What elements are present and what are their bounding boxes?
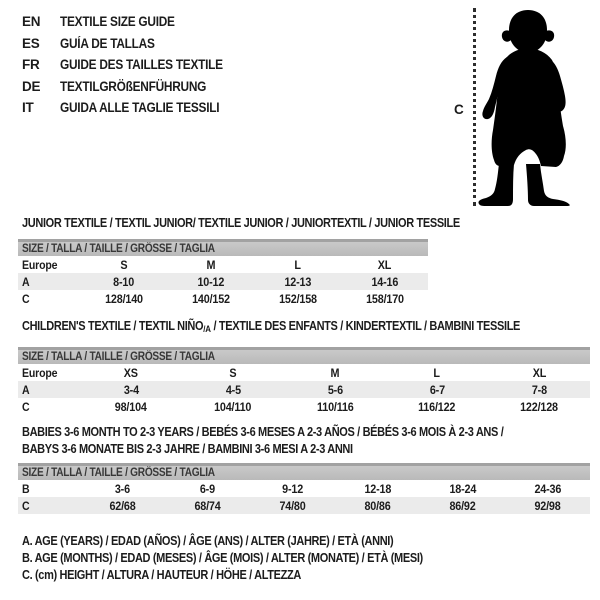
toddler-silhouette-icon [478,6,578,206]
language-label: GUIDE DES TAILLES TEXTILE [60,57,223,73]
language-row [22,76,245,98]
table-row [18,381,590,398]
language-label: TEXTILE SIZE GUIDE [60,14,175,30]
table-body [18,364,590,415]
table-body [18,480,590,514]
table-row [18,398,590,415]
language-code: IT [22,100,34,116]
table-cell: 3-6 [114,481,131,496]
row-label: C [22,399,30,414]
row-label: A [22,274,30,289]
babies-table-title [22,424,569,457]
language-row [22,11,245,33]
height-figure [450,0,600,216]
junior-size-table [18,239,428,307]
table-row [18,364,590,381]
babies-title-line2: BABYS 3-6 MONATE BIS 2-3 JAHRE / BAMBINI 3-6 MESI A 2-3 ANNI [22,441,353,456]
table-cell: 80/86 [364,498,391,513]
table-cell: 74/80 [279,498,306,513]
children-table-title [22,319,588,334]
language-code: DE [22,78,41,94]
table-cell: 116/122 [418,399,456,414]
table-cell: 104/110 [214,399,252,414]
junior-table-title-text: JUNIOR TEXTILE / TEXTIL JUNIOR/ TEXTILE JUNIOR / JUNIORTEXTIL / JUNIOR TESSILE [22,216,460,230]
legend-notes [22,534,478,584]
size-header-label: SIZE / TALLA / TAILLE / GRÖSSE / TAGLIA [22,351,215,363]
size-header-bar [18,239,428,256]
row-label: C [22,291,30,306]
table-cell: 24-36 [534,481,561,496]
table-cell: 110/116 [316,399,354,414]
table-cell: 128/140 [104,291,143,306]
table-row [18,497,590,514]
language-list [22,11,245,119]
children-table-title-text [22,319,520,334]
row-label: Europe [22,257,58,272]
size-header-label: SIZE / TALLA / TAILLE / GRÖSSE / TAGLIA [22,243,215,255]
table-cell: 6-7 [429,382,445,397]
table-body [18,256,428,307]
babies-title-line1: BABIES 3-6 MONTH TO 2-3 YEARS / BEBÉS 3-6 MESES A 2-3 AÑOS / BÉBÉS 3-6 MOIS À 2-3 ANS / [22,425,504,439]
table-cell: L [294,257,301,272]
table-row [18,273,428,290]
children-size-table [18,347,590,415]
table-cell: M [206,257,215,272]
table-cell: 9-12 [282,481,303,496]
table-cell: 152/158 [278,291,317,306]
table-cell: XL [532,365,546,380]
language-label: TEXTILGRÖßENFÜHRUNG [60,78,207,94]
language-code: ES [22,35,40,51]
table-cell: 158/170 [365,291,404,306]
row-label: B [22,481,30,496]
table-cell: S [229,365,237,380]
table-cell: 18-24 [449,481,476,496]
junior-table-title [22,216,520,230]
table-cell: M [330,365,340,380]
table-cell: XL [377,257,392,272]
language-row [22,97,245,119]
language-row [22,54,245,76]
title-subscript: /A [203,324,211,334]
language-code: EN [22,14,41,30]
table-cell: 98/104 [115,399,147,414]
table-cell: XS [123,365,139,380]
row-label: C [22,498,30,513]
table-cell: S [119,257,128,272]
height-dotted-line [473,8,476,206]
table-row [18,480,590,497]
language-label: GUÍA DE TALLAS [60,35,155,51]
table-cell: 68/74 [194,498,221,513]
height-measure-label: C [454,102,464,117]
table-row [18,290,428,307]
row-label: A [22,382,30,397]
note-age-months: B. AGE (MONTHS) / EDAD (MESES) / ÂGE (MOIS) / ALTER (MONATE) / ETÀ (MESI) [22,550,423,565]
table-cell: 86/92 [449,498,476,513]
language-label: GUIDA ALLE TAGLIE TESSILI [60,100,220,116]
size-header-bar [18,347,590,364]
table-cell: 5-6 [327,382,343,397]
table-cell: L [433,365,441,380]
table-row [18,256,428,273]
size-header-bar [18,463,590,480]
babies-size-table [18,463,590,514]
table-cell: 10-12 [197,274,224,289]
note-height-cm: C. (cm) HEIGHT / ALTURA / HAUTEUR / HÖHE / ALTEZZA [22,567,301,582]
table-cell: 4-5 [225,382,241,397]
table-cell: 12-18 [364,481,391,496]
row-label: Europe [22,365,58,380]
title-post: / TEXTILE DES ENFANTS / KINDERTEXTIL / BAMBINI TESSILE [210,319,521,333]
table-cell: 122/128 [520,399,558,414]
table-cell: 8-10 [113,274,134,289]
table-cell: 62/68 [109,498,136,513]
table-cell: 92/98 [534,498,561,513]
table-cell: 12-13 [284,274,311,289]
size-header-label: SIZE / TALLA / TAILLE / GRÖSSE / TAGLIA [22,467,215,479]
table-cell: 3-4 [123,382,139,397]
table-cell: 7-8 [531,382,547,397]
table-cell: 140/152 [191,291,230,306]
language-code: FR [22,57,40,73]
language-row [22,33,245,55]
title-pre: CHILDREN'S TEXTILE / TEXTIL NIÑO [22,319,204,333]
note-age-years: A. AGE (YEARS) / EDAD (AÑOS) / ÂGE (ANS) / ALTER (JAHRE) / ETÀ (ANNI) [22,534,394,548]
table-cell: 14-16 [371,274,398,289]
table-cell: 6-9 [199,481,216,496]
